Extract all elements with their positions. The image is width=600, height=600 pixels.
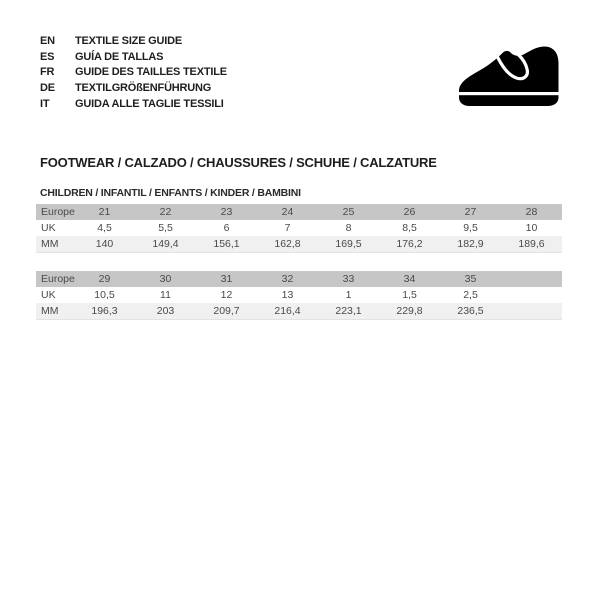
size-cell: 2,5 — [463, 289, 478, 301]
shoe-silhouette — [459, 47, 559, 107]
size-cell: 229,8 — [379, 303, 440, 320]
size-cell: 28 — [501, 204, 562, 220]
size-cell: 209,7 — [196, 303, 257, 320]
row-label: UK — [41, 289, 56, 301]
size-cell: 30 — [135, 271, 196, 287]
row-label: UK — [41, 222, 56, 234]
language-row-de — [40, 80, 227, 96]
size-cell: 12 — [220, 289, 233, 301]
size-cell: 176,2 — [379, 236, 440, 253]
size-cell: 216,4 — [257, 303, 318, 320]
size-cell: 23 — [196, 204, 257, 220]
language-title: TEXTILGRÖßENFÜHRUNG — [75, 82, 212, 95]
size-cell: 25 — [318, 204, 379, 220]
size-cell: 189,6 — [501, 236, 562, 253]
size-cell: 1,5 — [402, 289, 417, 301]
language-row-en — [40, 33, 227, 49]
language-code: FR — [40, 66, 55, 79]
row-label: Europe — [36, 271, 74, 287]
size-cell: 8 — [345, 222, 352, 234]
size-cell: 21 — [74, 204, 135, 220]
size-cell: 140 — [74, 236, 135, 253]
size-cell: 35 — [440, 271, 501, 287]
language-row-es — [40, 49, 227, 65]
language-title: TEXTILE SIZE GUIDE — [75, 34, 183, 47]
size-cell: 6 — [223, 222, 230, 234]
size-cell — [501, 271, 562, 287]
size-table-1 — [36, 204, 562, 253]
size-cell: 34 — [379, 271, 440, 287]
language-title: GUIDA ALLE TAGLIE TESSILI — [75, 98, 224, 111]
table1-row-uk — [36, 220, 562, 236]
size-cell: 223,1 — [318, 303, 379, 320]
size-cell: 13 — [281, 289, 294, 301]
language-code: IT — [40, 98, 50, 111]
language-code: EN — [40, 34, 55, 47]
size-table-2 — [36, 271, 562, 320]
size-cell: 149,4 — [135, 236, 196, 253]
table2-row-europe — [36, 271, 562, 287]
language-title: GUIDE DES TAILLES TEXTILE — [75, 66, 227, 79]
language-code: DE — [40, 82, 55, 95]
size-cell: 26 — [379, 204, 440, 220]
size-cell: 32 — [257, 271, 318, 287]
size-cell: 162,8 — [257, 236, 318, 253]
table2-row-mm — [36, 303, 562, 320]
row-label: Europe — [36, 204, 74, 220]
size-cell: 24 — [257, 204, 318, 220]
table2-row-uk — [36, 287, 562, 303]
language-row-fr — [40, 65, 227, 81]
size-cell: 7 — [284, 222, 291, 234]
size-cell: 22 — [135, 204, 196, 220]
size-cell: 203 — [135, 303, 196, 320]
size-cell — [501, 303, 562, 320]
language-row-it — [40, 96, 227, 112]
size-cell: 182,9 — [440, 236, 501, 253]
table1-row-mm — [36, 236, 562, 253]
size-cell: 196,3 — [74, 303, 135, 320]
size-cell: 10 — [525, 222, 538, 234]
shoe-sole-line — [457, 92, 561, 95]
size-cell: 11 — [160, 289, 171, 301]
size-cell: 29 — [74, 271, 135, 287]
size-cell: 27 — [440, 204, 501, 220]
language-title: GUÍA DE TALLAS — [75, 50, 164, 63]
language-list — [40, 33, 227, 112]
table1-row-europe — [36, 204, 562, 220]
size-cell: 1 — [345, 289, 352, 301]
size-cell: 156,1 — [196, 236, 257, 253]
size-cell: 31 — [196, 271, 257, 287]
size-cell: 4,5 — [97, 222, 112, 234]
size-cell — [501, 287, 562, 303]
row-label: MM — [36, 303, 74, 320]
row-label: MM — [36, 236, 74, 253]
size-cell: 236,5 — [440, 303, 501, 320]
language-code: ES — [40, 50, 55, 63]
children-shoe-icon — [452, 40, 565, 108]
section-title-footwear: FOOTWEAR / CALZADO / CHAUSSURES / SCHUHE / CALZATURE — [40, 155, 437, 170]
size-cell: 5,5 — [158, 222, 173, 234]
size-cell: 33 — [318, 271, 379, 287]
size-cell: 169,5 — [318, 236, 379, 253]
size-cell: 9,5 — [463, 222, 478, 234]
size-cell: 10,5 — [94, 289, 115, 301]
size-cell: 8,5 — [402, 222, 417, 234]
section-subtitle-children: CHILDREN / INFANTIL / ENFANTS / KINDER / BAMBINI — [40, 187, 301, 199]
